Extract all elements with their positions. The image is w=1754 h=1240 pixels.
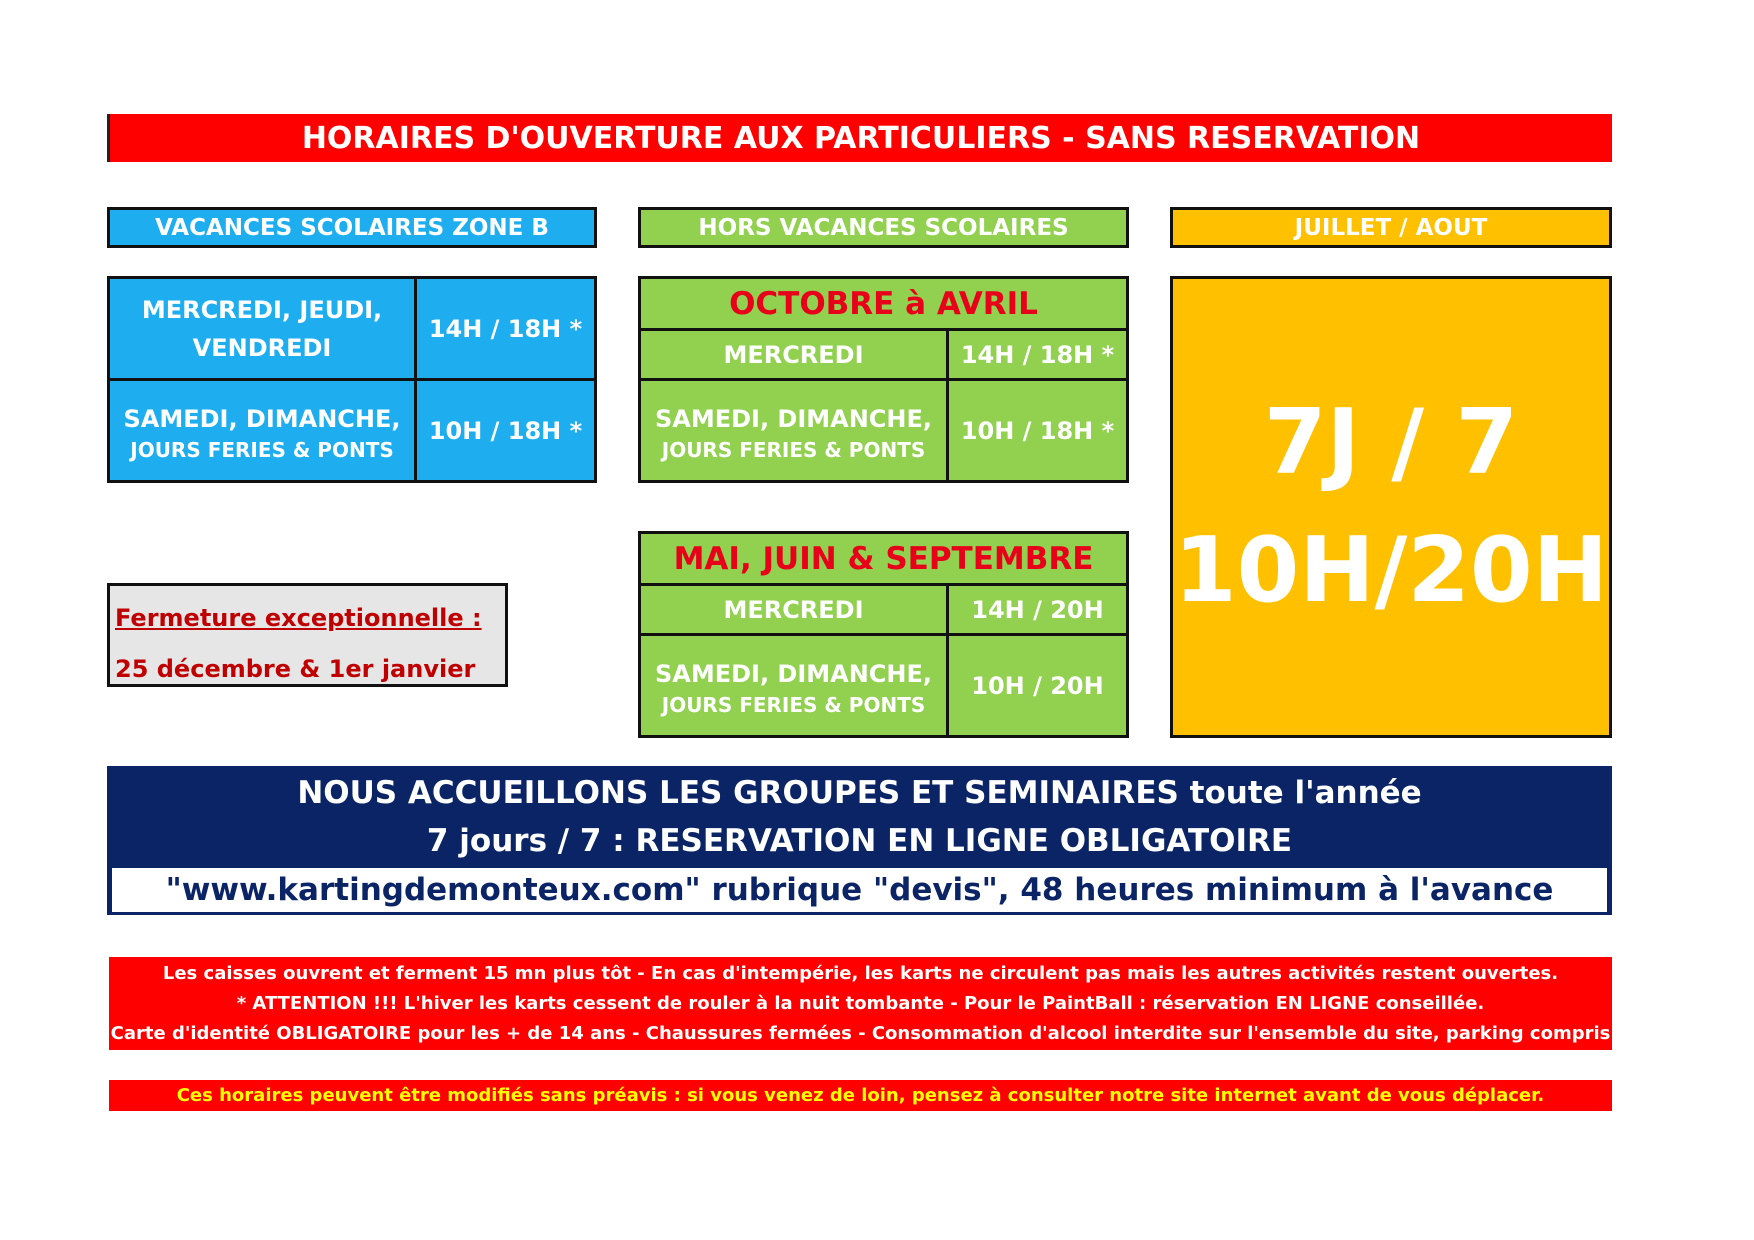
closure-title: Fermeture exceptionnelle :	[115, 604, 482, 632]
mai-row2-time: 10H / 20H	[971, 671, 1104, 700]
vacances-row2-days-line1: SAMEDI, DIMANCHE,	[123, 404, 401, 433]
octobre-row1-day: MERCREDI	[723, 340, 864, 369]
closure-dates: 25 décembre & 1er janvier	[115, 655, 476, 683]
header-hors-vacances: HORS VACANCES SCOLAIRES	[638, 207, 1129, 248]
octobre-avril-schedule-table	[638, 276, 1129, 483]
mai-row1-day: MERCREDI	[723, 595, 864, 624]
page-title: HORAIRES D'OUVERTURE AUX PARTICULIERS - SANS RESERVATION	[107, 114, 1612, 162]
vacances-row1-days-line1: MERCREDI, JEUDI,	[141, 295, 383, 324]
notes-line1: Les caisses ouvrent et ferment 15 mn plus tôt - En cas d'intempérie, les karts ne circulent pas mais les autres activités restent ouvertes.	[162, 962, 1559, 984]
vacances-row2-days	[110, 381, 414, 480]
juillet-aout-box	[1170, 276, 1612, 738]
vacances-schedule-table	[107, 276, 597, 483]
notes-line3: Carte d'identité OBLIGATOIRE pour les + de 14 ans - Chaussures fermées - Consommation d'alcool interdite sur l'ensemble du site, parking compris	[110, 1022, 1611, 1044]
mai-row1-time: 14H / 20H	[971, 595, 1104, 624]
octobre-avril-period: OCTOBRE à AVRIL	[729, 285, 1038, 322]
vacances-row1-days-line2: VENDREDI	[192, 333, 332, 362]
vacances-row2-time: 10H / 18H *	[428, 416, 583, 445]
groups-banner	[107, 766, 1612, 915]
vacances-row1-time: 14H / 18H *	[428, 314, 583, 343]
vacances-row2-days-line2: JOURS FERIES & PONTS	[130, 437, 394, 462]
groups-website-line: "www.kartingdemonteux.com" rubrique "devis", 48 heures minimum à l'avance	[112, 868, 1607, 912]
juillet-hours: 10H/20H	[1173, 518, 1608, 623]
groups-line2: 7 jours / 7 : RESERVATION EN LIGNE OBLIGATOIRE	[426, 823, 1293, 859]
notes-box	[109, 957, 1612, 1050]
header-vacances-scolaires: VACANCES SCOLAIRES ZONE B	[107, 207, 597, 248]
octobre-row2-days	[641, 381, 946, 480]
mai-septembre-schedule-table	[638, 531, 1129, 738]
juillet-days: 7J / 7	[1263, 390, 1519, 495]
octobre-row2-days-line1: SAMEDI, DIMANCHE,	[654, 404, 933, 433]
notes-line2: * ATTENTION !!! L'hiver les karts cessent de rouler à la nuit tombante - Pour le PaintBall : réservation EN LIGNE conseillée.	[236, 992, 1485, 1014]
groups-line1: NOUS ACCUEILLONS LES GROUPES ET SEMINAIRES toute l'année	[297, 775, 1422, 811]
closure-box	[107, 583, 508, 687]
header-juillet-aout: JUILLET / AOUT	[1170, 207, 1612, 248]
mai-row2-days	[641, 636, 946, 735]
mai-row2-days-line2: JOURS FERIES & PONTS	[661, 692, 926, 717]
warning-banner: Ces horaires peuvent être modifiés sans préavis : si vous venez de loin, pensez à consulter notre site internet avant de vous déplacer.	[109, 1080, 1612, 1111]
octobre-row1-time: 14H / 18H *	[960, 340, 1115, 369]
octobre-row2-days-line2: JOURS FERIES & PONTS	[661, 437, 926, 462]
octobre-row2-time: 10H / 18H *	[960, 416, 1115, 445]
mai-septembre-period: MAI, JUIN & SEPTEMBRE	[673, 540, 1094, 577]
vacances-row1-days	[110, 279, 414, 378]
mai-row2-days-line1: SAMEDI, DIMANCHE,	[654, 659, 933, 688]
